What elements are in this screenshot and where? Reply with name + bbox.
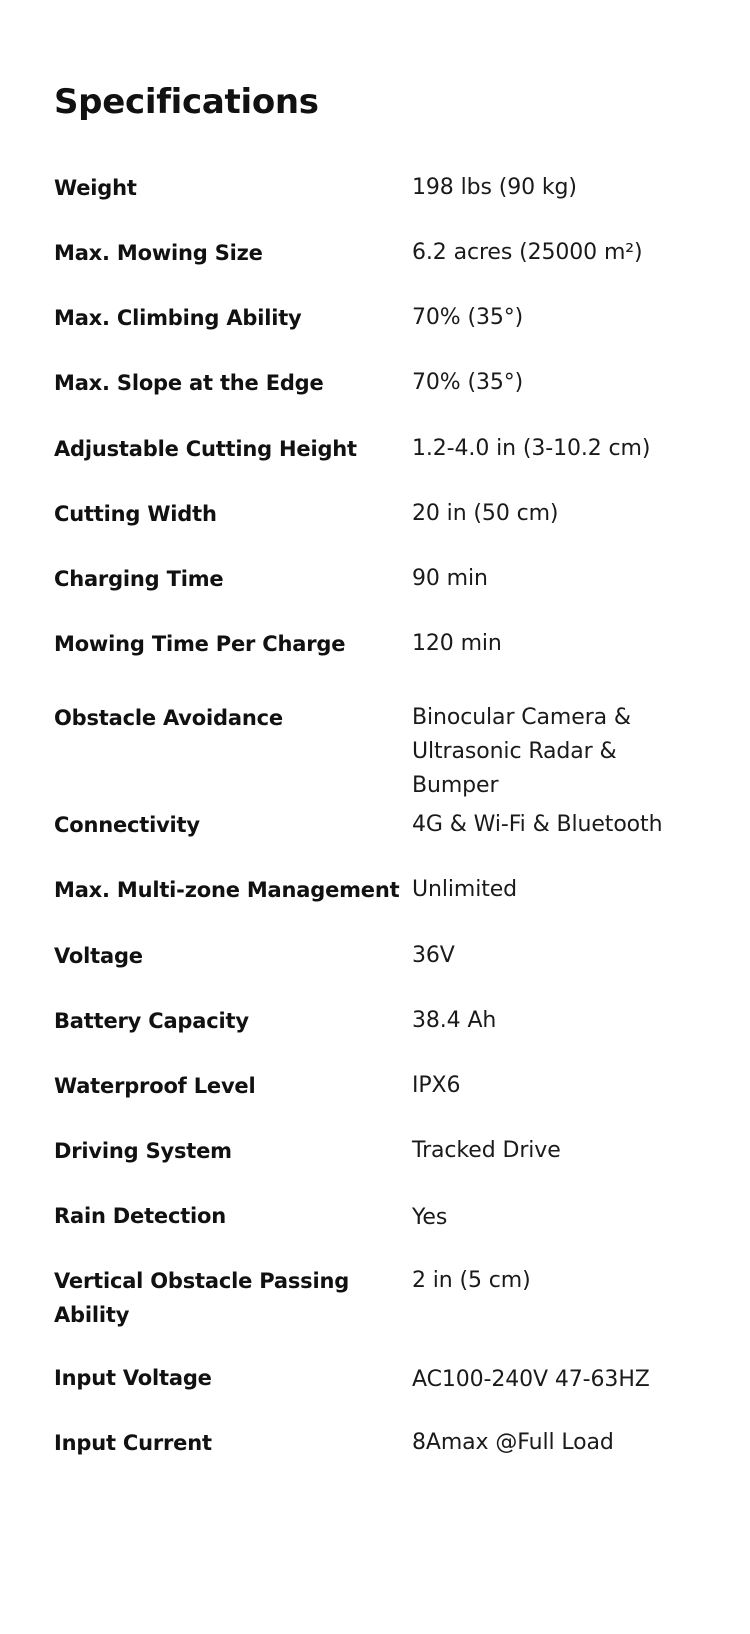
spec-row-cutting-height bbox=[54, 432, 714, 466]
spec-label: Max. Mowing Size bbox=[54, 241, 263, 265]
spec-value: Binocular Camera & Ultrasonic Radar & Bumper bbox=[412, 705, 631, 798]
spec-value: 38.4 Ah bbox=[412, 1008, 497, 1033]
spec-value: 198 lbs (90 kg) bbox=[412, 175, 577, 200]
spec-row-driving-system bbox=[54, 1134, 714, 1168]
spec-row-max-mowing-size bbox=[54, 236, 714, 270]
spec-label: Battery Capacity bbox=[54, 1009, 249, 1033]
spec-value: 4G & Wi-Fi & Bluetooth bbox=[412, 812, 663, 837]
spec-row-multi-zone bbox=[54, 873, 714, 907]
spec-value: Yes bbox=[412, 1205, 448, 1230]
spec-row-max-slope-edge bbox=[54, 366, 714, 400]
spec-label: Adjustable Cutting Height bbox=[54, 437, 357, 461]
spec-label: Max. Slope at the Edge bbox=[54, 371, 324, 395]
spec-value: 20 in (50 cm) bbox=[412, 501, 559, 526]
spec-row-mowing-time bbox=[54, 627, 714, 661]
spec-row-waterproof-level bbox=[54, 1069, 714, 1103]
spec-row-rain-detection bbox=[54, 1199, 714, 1235]
spec-row-charging-time bbox=[54, 562, 714, 596]
spec-label: Max. Climbing Ability bbox=[54, 306, 302, 330]
spec-label: Mowing Time Per Charge bbox=[54, 632, 346, 656]
spec-row-voltage bbox=[54, 939, 714, 973]
spec-label: Charging Time bbox=[54, 567, 224, 591]
spec-row-battery-capacity bbox=[54, 1004, 714, 1038]
spec-row-input-voltage bbox=[54, 1361, 714, 1397]
spec-label: Max. Multi-zone Management bbox=[54, 878, 400, 902]
spec-row-input-current bbox=[54, 1426, 714, 1460]
spec-label: Obstacle Avoidance bbox=[54, 706, 283, 730]
spec-value: 120 min bbox=[412, 631, 502, 656]
spec-value: 6.2 acres (25000 m²) bbox=[412, 240, 643, 265]
spec-value: 70% (35°) bbox=[412, 370, 524, 395]
spec-label: Vertical Obstacle Passing Ability bbox=[54, 1269, 350, 1327]
spec-value: 36V bbox=[412, 943, 455, 968]
spec-label: Cutting Width bbox=[54, 502, 217, 526]
spec-label: Waterproof Level bbox=[54, 1074, 256, 1098]
spec-label: Driving System bbox=[54, 1139, 232, 1163]
spec-label: Input Current bbox=[54, 1431, 212, 1455]
spec-value: 8Amax @Full Load bbox=[412, 1430, 614, 1455]
spec-row-connectivity bbox=[54, 808, 714, 842]
spec-value: 2 in (5 cm) bbox=[412, 1268, 531, 1293]
spec-row-cutting-width bbox=[54, 497, 714, 531]
spec-value: 1.2-4.0 in (3-10.2 cm) bbox=[412, 436, 651, 461]
spec-value: IPX6 bbox=[412, 1073, 461, 1098]
spec-value: Tracked Drive bbox=[412, 1138, 561, 1163]
spec-value: Unlimited bbox=[412, 877, 518, 902]
spec-label: Weight bbox=[54, 176, 137, 200]
spec-label: Input Voltage bbox=[54, 1366, 212, 1390]
spec-label: Connectivity bbox=[54, 813, 200, 837]
spec-row-vertical-obstacle bbox=[54, 1264, 714, 1332]
spec-label: Voltage bbox=[54, 944, 143, 968]
spec-value: 90 min bbox=[412, 566, 488, 591]
spec-value: AC100-240V 47-63HZ bbox=[412, 1367, 650, 1392]
page-title: Specifications bbox=[54, 82, 319, 122]
spec-value: 70% (35°) bbox=[412, 305, 524, 330]
spec-row-max-climbing-ability bbox=[54, 301, 714, 335]
spec-row-weight bbox=[54, 171, 714, 205]
spec-label: Rain Detection bbox=[54, 1204, 227, 1228]
spec-row-obstacle-avoidance bbox=[54, 701, 714, 803]
